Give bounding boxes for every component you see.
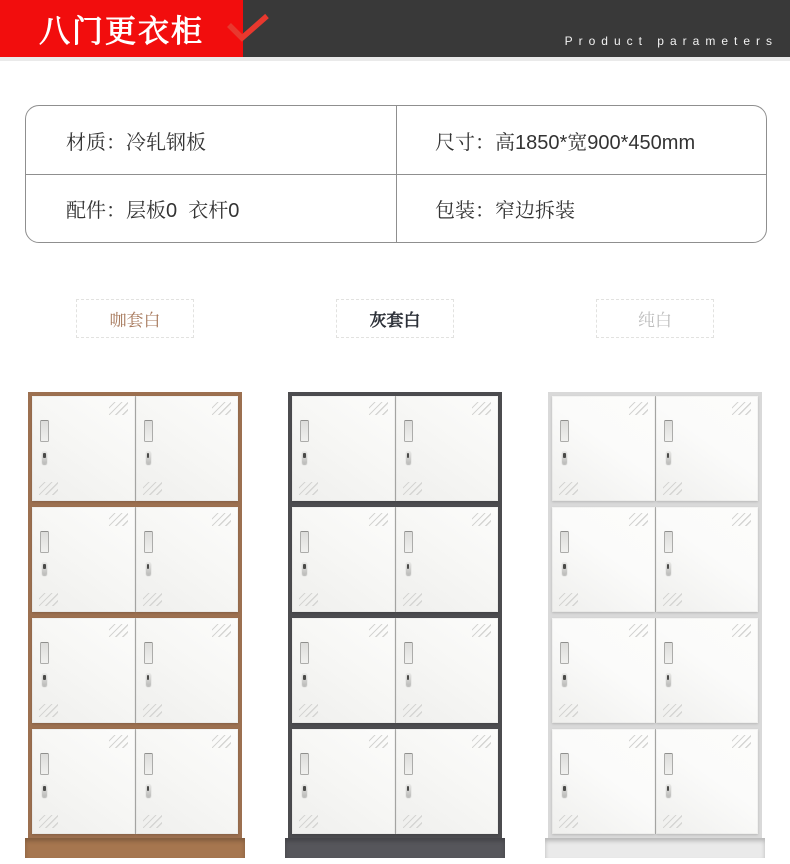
locker-door [396, 396, 499, 501]
vent-slot [300, 753, 309, 775]
locker-door [136, 507, 239, 612]
shine-icon [403, 593, 422, 606]
locker-door [552, 618, 655, 723]
vent-slot [40, 753, 49, 775]
shine-icon [299, 704, 318, 717]
locker-row [552, 729, 758, 834]
spec-size: 尺寸：高1850*宽900*450mm [396, 106, 766, 174]
locker-door [656, 729, 759, 834]
vent-slot [404, 753, 413, 775]
vent-slot [404, 420, 413, 442]
lock-icon [42, 673, 47, 686]
shine-icon [629, 513, 648, 526]
shine-icon [369, 513, 388, 526]
shine-icon [143, 815, 162, 828]
title-banner [0, 0, 243, 57]
lock-icon [666, 562, 671, 575]
lock-icon [302, 451, 307, 464]
shine-icon [629, 402, 648, 415]
locker-door [292, 618, 395, 723]
locker-row [292, 618, 498, 723]
locker-door [32, 396, 135, 501]
shine-icon [629, 624, 648, 637]
shine-icon [39, 704, 58, 717]
shine-icon [732, 513, 751, 526]
vent-slot [664, 753, 673, 775]
lock-icon [666, 673, 671, 686]
locker-door [396, 507, 499, 612]
lock-icon [666, 784, 671, 797]
shine-icon [39, 815, 58, 828]
locker-row [32, 396, 238, 501]
vent-slot [664, 642, 673, 664]
vent-slot [144, 753, 153, 775]
shine-icon [559, 593, 578, 606]
locker-door [396, 618, 499, 723]
vent-slot [144, 642, 153, 664]
locker-row [32, 729, 238, 834]
spec-material: 材质：冷轧钢板 [66, 131, 206, 154]
vent-slot [560, 642, 569, 664]
variant-gray-white [288, 299, 502, 858]
spec-table [25, 105, 767, 243]
lock-icon [302, 673, 307, 686]
shine-icon [732, 624, 751, 637]
locker-doors [288, 392, 502, 838]
locker-door [32, 507, 135, 612]
vent-slot [560, 753, 569, 775]
vent-slot [40, 642, 49, 664]
locker-door [396, 729, 499, 834]
shine-icon [629, 735, 648, 748]
vent-slot [404, 531, 413, 553]
shine-icon [472, 624, 491, 637]
locker-door [552, 396, 655, 501]
swatch-pure-white: 纯白 [596, 299, 714, 338]
shine-icon [369, 624, 388, 637]
vent-slot [664, 420, 673, 442]
vent-slot [300, 642, 309, 664]
vent-slot [300, 420, 309, 442]
lock-icon [42, 451, 47, 464]
lock-icon [406, 451, 411, 464]
shine-icon [559, 815, 578, 828]
lock-icon [562, 451, 567, 464]
locker-door [552, 729, 655, 834]
locker-doors [28, 392, 242, 838]
locker-row [552, 396, 758, 501]
variant-gallery [0, 299, 790, 858]
lock-icon [146, 673, 151, 686]
shine-icon [559, 482, 578, 495]
shine-icon [143, 482, 162, 495]
vent-slot [144, 420, 153, 442]
lock-icon [406, 784, 411, 797]
shine-icon [143, 593, 162, 606]
vent-slot [560, 531, 569, 553]
header-bar [0, 0, 790, 61]
locker-gray-white [288, 392, 502, 858]
shine-icon [403, 482, 422, 495]
lock-icon [562, 673, 567, 686]
lock-icon [302, 562, 307, 575]
locker-base [25, 838, 245, 858]
locker-door [292, 507, 395, 612]
shine-icon [663, 593, 682, 606]
product-title: 八门更衣柜 [39, 14, 204, 49]
lock-icon [42, 784, 47, 797]
shine-icon [403, 815, 422, 828]
spec-packaging: 包装：窄边拆装 [396, 174, 766, 242]
locker-base [285, 838, 505, 858]
shine-icon [299, 815, 318, 828]
product-parameters-label: Product parameters [564, 34, 778, 48]
shine-icon [299, 593, 318, 606]
lock-icon [562, 784, 567, 797]
variant-pure-white [548, 299, 762, 858]
locker-door [32, 729, 135, 834]
vent-slot [144, 531, 153, 553]
lock-icon [666, 451, 671, 464]
shine-icon [143, 704, 162, 717]
shine-icon [472, 513, 491, 526]
lock-icon [42, 562, 47, 575]
lock-icon [302, 784, 307, 797]
shine-icon [109, 402, 128, 415]
locker-row [292, 396, 498, 501]
shine-icon [109, 624, 128, 637]
lock-icon [562, 562, 567, 575]
shine-icon [39, 482, 58, 495]
lock-icon [406, 673, 411, 686]
locker-row [552, 507, 758, 612]
locker-row [32, 618, 238, 723]
shine-icon [663, 482, 682, 495]
lock-icon [406, 562, 411, 575]
spec-accessories: 配件：层板0 衣杆0 [26, 174, 396, 242]
shine-icon [212, 513, 231, 526]
shine-icon [559, 704, 578, 717]
vent-slot [300, 531, 309, 553]
vent-slot [560, 420, 569, 442]
shine-icon [39, 593, 58, 606]
vent-slot [664, 531, 673, 553]
shine-icon [403, 704, 422, 717]
vent-slot [404, 642, 413, 664]
shine-icon [299, 482, 318, 495]
locker-door [656, 396, 759, 501]
locker-row [292, 507, 498, 612]
locker-row [552, 618, 758, 723]
locker-door [292, 396, 395, 501]
shine-icon [212, 624, 231, 637]
lock-icon [146, 451, 151, 464]
shine-icon [109, 513, 128, 526]
locker-door [552, 507, 655, 612]
swatch-gray-white: 灰套白 [336, 299, 454, 338]
shine-icon [212, 735, 231, 748]
locker-door [656, 507, 759, 612]
locker-row [292, 729, 498, 834]
locker-door [656, 618, 759, 723]
locker-row [32, 507, 238, 612]
vent-slot [40, 420, 49, 442]
locker-coffee-white [28, 392, 242, 858]
shine-icon [472, 402, 491, 415]
shine-icon [663, 815, 682, 828]
shine-icon [472, 735, 491, 748]
locker-door [292, 729, 395, 834]
shine-icon [369, 402, 388, 415]
shine-icon [732, 402, 751, 415]
variant-coffee-white [28, 299, 242, 858]
shine-icon [109, 735, 128, 748]
swatch-coffee-white: 咖套白 [76, 299, 194, 338]
locker-door [32, 618, 135, 723]
vent-slot [40, 531, 49, 553]
locker-base [545, 838, 765, 858]
lock-icon [146, 562, 151, 575]
shine-icon [732, 735, 751, 748]
shine-icon [212, 402, 231, 415]
lock-icon [146, 784, 151, 797]
locker-door [136, 396, 239, 501]
shine-icon [369, 735, 388, 748]
locker-doors [548, 392, 762, 838]
shine-icon [663, 704, 682, 717]
checkmark-icon [226, 14, 270, 41]
locker-door [136, 618, 239, 723]
locker-pure-white [548, 392, 762, 858]
locker-door [136, 729, 239, 834]
